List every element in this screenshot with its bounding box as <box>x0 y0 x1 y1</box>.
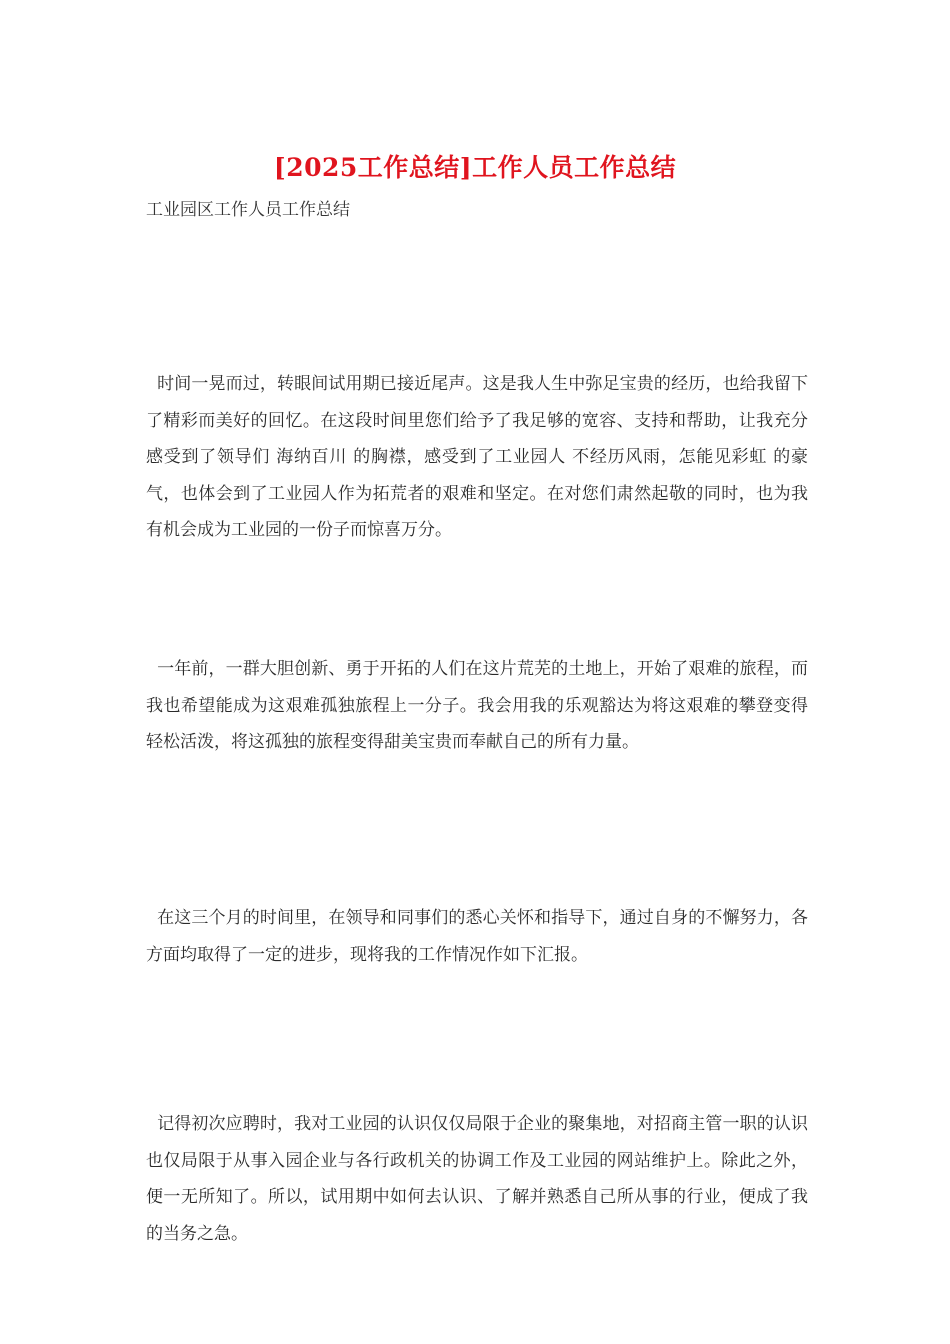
document-subtitle: 工业园区工作人员工作总结 <box>146 200 350 220</box>
paragraph-2: 一年前，一群大胆创新、勇于开拓的人们在这片荒芜的土地上，开始了艰难的旅程，而我也希望能成为这艰难孤独旅程上一分子。我会用我的乐观豁达为将这艰难的攀登变得轻松活泼，将这孤独的旅程变得甜美宝贵而奉献自己的所有力量。 <box>146 659 808 752</box>
paragraph-3: 在这三个月的时间里，在领导和同事们的悉心关怀和指导下，通过自身的不懈努力，各方面均取得了一定的进步，现将我的工作情况作如下汇报。 <box>146 908 808 965</box>
document-title: [2025工作总结]工作人员工作总结 <box>273 153 677 182</box>
paragraph-1: 时间一晃而过，转眼间试用期已接近尾声。这是我人生中弥足宝贵的经历，也给我留下了精彩而美好的回忆。在这段时间里您们给予了我足够的宽容、支持和帮助，让我充分感受到了领导们 海纳百川 的胸襟，感受到了工业园人 不经历风雨，怎能见彩虹 的豪气，也体会到了工业园人作为拓荒者的艰难和坚定。在对您们肃然起敬的同时，也为我有机会成为工业园的一份子而惊喜万分。 <box>146 374 808 540</box>
paragraph-4: 记得初次应聘时，我对工业园的认识仅仅局限于企业的聚集地，对招商主管一职的认识也仅局限于从事入园企业与各行政机关的协调工作及工业园的网站维护上。除此之外，便一无所知了。所以，试用期中如何去认识、了解并熟悉自己所从事的行业，便成了我的当务之急。 <box>146 1114 808 1244</box>
